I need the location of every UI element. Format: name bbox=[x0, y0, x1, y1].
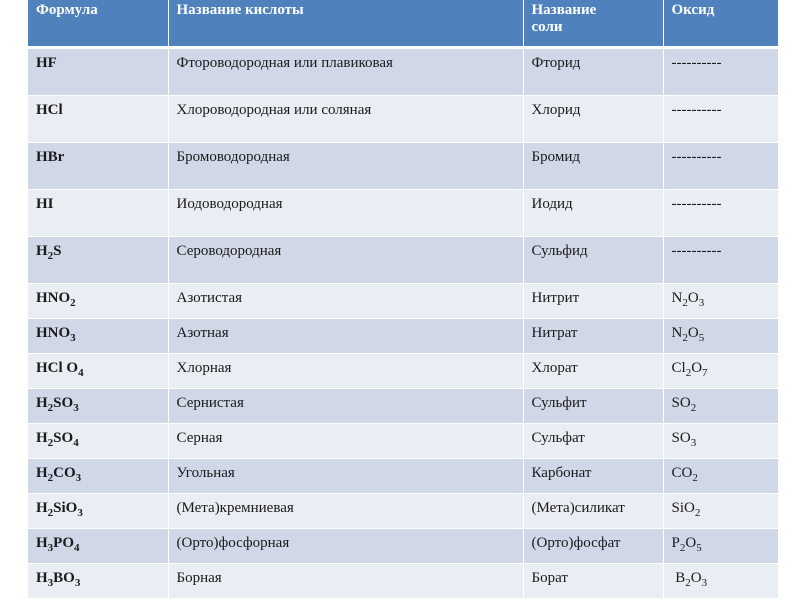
table-row bbox=[28, 354, 778, 389]
formula-part: BO bbox=[53, 570, 75, 586]
formula-part: SO bbox=[671, 395, 691, 411]
cell-salt-name: Бромид bbox=[523, 143, 663, 190]
formula-part: O bbox=[690, 570, 702, 586]
cell-formula bbox=[28, 96, 168, 143]
subscript: 7 bbox=[702, 367, 708, 379]
formula-part: H bbox=[36, 243, 48, 259]
cell-formula bbox=[28, 237, 168, 284]
formula-part: ---------- bbox=[671, 55, 722, 71]
subscript: 5 bbox=[696, 542, 702, 554]
table-row bbox=[28, 190, 778, 237]
cell-formula bbox=[28, 190, 168, 237]
cell-formula bbox=[28, 389, 168, 424]
cell-acid-name: Сероводородная bbox=[168, 237, 523, 284]
cell-acid-name: Азотистая bbox=[168, 284, 523, 319]
table-row bbox=[28, 389, 778, 424]
header-row bbox=[28, 0, 778, 48]
cell-oxide bbox=[663, 354, 778, 389]
header-formula: Формула bbox=[28, 0, 168, 48]
cell-acid-name: Бромоводородная bbox=[168, 143, 523, 190]
formula-part: HBr bbox=[36, 149, 65, 165]
cell-salt-name: Фторид bbox=[523, 48, 663, 96]
subscript: 4 bbox=[74, 542, 80, 554]
cell-oxide bbox=[663, 284, 778, 319]
cell-formula bbox=[28, 48, 168, 96]
subscript: 2 bbox=[47, 507, 54, 519]
formula-part: P bbox=[671, 535, 680, 551]
formula-part: HF bbox=[36, 55, 57, 71]
acids-table-container bbox=[28, 0, 778, 599]
formula-part: SiO bbox=[53, 500, 78, 516]
formula-part: H bbox=[36, 500, 48, 516]
table-row bbox=[28, 529, 778, 564]
subscript: 3 bbox=[70, 332, 76, 344]
header-acid-name: Название кислоты bbox=[168, 0, 523, 48]
cell-acid-name: Хлороводородная или соляная bbox=[168, 96, 523, 143]
cell-acid-name: (Орто)фосфорная bbox=[168, 529, 523, 564]
cell-formula bbox=[28, 354, 168, 389]
cell-acid-name: Угольная bbox=[168, 459, 523, 494]
subscript: 3 bbox=[77, 507, 83, 519]
acids-table bbox=[28, 0, 778, 599]
formula-part: H bbox=[36, 465, 48, 481]
formula-part: HNO bbox=[36, 290, 71, 306]
cell-acid-name: Фтороводородная или плавиковая bbox=[168, 48, 523, 96]
subscript: 3 bbox=[47, 542, 54, 554]
table-row bbox=[28, 237, 778, 284]
formula-part: ---------- bbox=[671, 102, 722, 118]
formula-part: O bbox=[687, 325, 699, 341]
formula-part: B bbox=[671, 570, 686, 586]
subscript: 2 bbox=[690, 402, 697, 414]
subscript: 2 bbox=[47, 402, 54, 414]
table-row bbox=[28, 459, 778, 494]
formula-part: SO bbox=[53, 395, 74, 411]
subscript: 2 bbox=[682, 332, 688, 344]
table-row bbox=[28, 143, 778, 190]
table-row bbox=[28, 319, 778, 354]
cell-formula bbox=[28, 424, 168, 459]
formula-part: SO bbox=[671, 430, 691, 446]
cell-acid-name: Иодоводородная bbox=[168, 190, 523, 237]
subscript: 3 bbox=[73, 402, 79, 414]
cell-formula bbox=[28, 284, 168, 319]
formula-part: Cl bbox=[671, 360, 686, 376]
subscript: 5 bbox=[698, 332, 705, 344]
subscript: 2 bbox=[682, 297, 688, 309]
header-oxide: Оксид bbox=[663, 0, 778, 48]
cell-oxide bbox=[663, 319, 778, 354]
formula-part: ---------- bbox=[671, 243, 722, 259]
formula-part: PO bbox=[53, 535, 75, 551]
formula-part: H bbox=[36, 535, 48, 551]
cell-oxide bbox=[663, 237, 778, 284]
formula-part: CO bbox=[53, 465, 76, 481]
header-salt-name-line1: Название bbox=[531, 2, 597, 18]
cell-salt-name: Сульфид bbox=[523, 237, 663, 284]
cell-salt-name: (Орто)фосфат bbox=[523, 529, 663, 564]
table-row bbox=[28, 494, 778, 529]
cell-salt-name: Борат bbox=[523, 564, 663, 599]
cell-oxide bbox=[663, 143, 778, 190]
cell-salt-name: Сульфит bbox=[523, 389, 663, 424]
cell-salt-name: Нитрит bbox=[523, 284, 663, 319]
cell-oxide bbox=[663, 494, 778, 529]
cell-acid-name: Сернистая bbox=[168, 389, 523, 424]
formula-part: HNO bbox=[36, 325, 71, 341]
table-row bbox=[28, 424, 778, 459]
formula-part: HCl O bbox=[36, 360, 79, 376]
cell-salt-name: (Мета)силикат bbox=[523, 494, 663, 529]
cell-salt-name: Иодид bbox=[523, 190, 663, 237]
cell-acid-name: Хлорная bbox=[168, 354, 523, 389]
cell-oxide bbox=[663, 96, 778, 143]
cell-formula bbox=[28, 143, 168, 190]
formula-part: H bbox=[36, 570, 48, 586]
cell-oxide bbox=[663, 564, 778, 599]
formula-part: SO bbox=[53, 430, 74, 446]
subscript: 3 bbox=[47, 577, 54, 589]
subscript: 2 bbox=[679, 542, 686, 554]
subscript: 2 bbox=[70, 297, 76, 309]
formula-part: HCl bbox=[36, 102, 63, 118]
table-row bbox=[28, 564, 778, 599]
formula-part: S bbox=[53, 243, 62, 259]
cell-salt-name: Хлорат bbox=[523, 354, 663, 389]
cell-salt-name: Нитрат bbox=[523, 319, 663, 354]
formula-part: ---------- bbox=[671, 149, 722, 165]
subscript: 4 bbox=[78, 367, 84, 379]
cell-oxide bbox=[663, 459, 778, 494]
subscript: 3 bbox=[690, 437, 697, 449]
subscript: 3 bbox=[698, 297, 705, 309]
table-row bbox=[28, 284, 778, 319]
header-salt-name-line2: соли bbox=[531, 19, 563, 35]
table-row bbox=[28, 48, 778, 96]
cell-formula bbox=[28, 564, 168, 599]
formula-part: N bbox=[671, 290, 683, 306]
subscript: 2 bbox=[685, 577, 691, 589]
cell-acid-name: Борная bbox=[168, 564, 523, 599]
formula-part: O bbox=[687, 290, 699, 306]
formula-part: O bbox=[685, 535, 697, 551]
cell-oxide bbox=[663, 424, 778, 459]
subscript: 3 bbox=[75, 472, 82, 484]
subscript: 4 bbox=[73, 437, 79, 449]
cell-acid-name: Азотная bbox=[168, 319, 523, 354]
formula-part: HI bbox=[36, 196, 54, 212]
cell-oxide bbox=[663, 190, 778, 237]
header-salt-name bbox=[523, 0, 663, 48]
cell-formula bbox=[28, 319, 168, 354]
cell-salt-name: Карбонат bbox=[523, 459, 663, 494]
subscript: 3 bbox=[74, 577, 81, 589]
formula-part: SiO bbox=[671, 500, 695, 516]
cell-acid-name: Серная bbox=[168, 424, 523, 459]
cell-formula bbox=[28, 459, 168, 494]
formula-part: O bbox=[691, 360, 703, 376]
subscript: 2 bbox=[685, 367, 692, 379]
formula-part: H bbox=[36, 430, 48, 446]
cell-oxide bbox=[663, 48, 778, 96]
subscript: 2 bbox=[47, 250, 54, 262]
table-row bbox=[28, 96, 778, 143]
formula-part: H bbox=[36, 395, 48, 411]
subscript: 2 bbox=[692, 472, 698, 484]
subscript: 2 bbox=[47, 472, 54, 484]
subscript: 2 bbox=[694, 507, 701, 519]
cell-oxide bbox=[663, 389, 778, 424]
cell-oxide bbox=[663, 529, 778, 564]
cell-salt-name: Сульфат bbox=[523, 424, 663, 459]
subscript: 2 bbox=[47, 437, 54, 449]
subscript: 3 bbox=[701, 577, 708, 589]
formula-part: CO bbox=[671, 465, 693, 481]
cell-acid-name: (Мета)кремниевая bbox=[168, 494, 523, 529]
formula-part: N bbox=[671, 325, 683, 341]
cell-salt-name: Хлорид bbox=[523, 96, 663, 143]
cell-formula bbox=[28, 529, 168, 564]
formula-part: ---------- bbox=[671, 196, 722, 212]
table-body bbox=[28, 48, 778, 599]
cell-formula bbox=[28, 494, 168, 529]
